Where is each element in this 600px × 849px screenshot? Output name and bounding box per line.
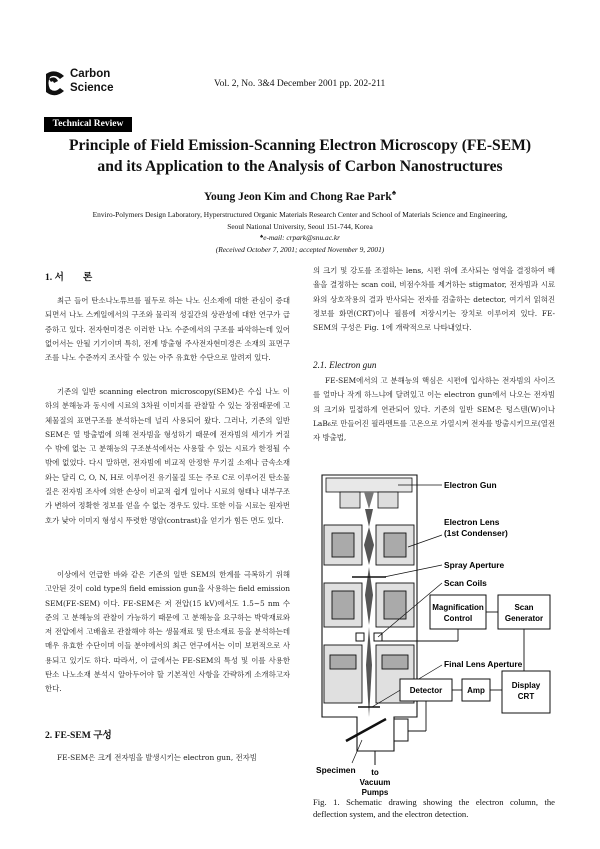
paragraph-2: 기존의 일반 scanning electron microscopy(SEM)은 수십 나노 이하의 분해능과 동시에 시료의 3차원 이미지를 관찰할 수 있는 장점때문에 고체물질의 표면구조를 분석하는데 널리 사용되어 왔다. 그러나, 기존의 일반 SEM은 열 방출법에 의해 전자빔을 형성하기 때문에 전자빔의 세기가 커질 수 밖에 없는 고 분해능의 구조분석에서는 사용할 수 있는 시료가 한정될 수 밖에 없었다. 다시 말하면, 전자빔에 비교적 안정한 무기질 소재나 금속소재와는 달리 C, O, N, H로 이루어진 유기물질 또는 주로 C로 이루어진 탄소물질은 전자빔 조사에 의한 손상이 비교적 쉽게 일어나 시료의 형태나 내부구조가 변하여 정확한 정보를 얻을 수 없는 경우도 있다. 또한 이들 시료는 원자번호가 낮아 이미지 형성시 뚜렷한 명암(contrast)을 얻기가 힘든 면도 있다. bbox=[45, 387, 290, 525]
label-magnification: Magnification bbox=[432, 603, 484, 612]
volume-info: Vol. 2, No. 3&4 December 2001 pp. 202-211 bbox=[214, 79, 386, 89]
paragraph-5: 의 크기 및 강도를 조절하는 lens, 시편 위에 조사되는 영역을 결정하여 배율을 결정하는 scan coil, 비점수차를 제거하는 stigmator, 전자빔과 시료와의 상호작용의 결과 반사되는 전자를 검출하는 detector, 여기서 읽혀진 정보를 화면(CRT)이나 필름에 저장시키는 장치로 이루어져 있다. FE-SEM의 구성은 Fig. 1에 개략적으로 나타내었다. bbox=[313, 266, 555, 333]
section-1-heading: 1. 서 론 bbox=[45, 272, 93, 283]
section-2-heading: 2. FE-SEM 구성 bbox=[45, 730, 112, 741]
label-scan-coils: Scan Coils bbox=[444, 578, 487, 588]
journal-name-line1: Carbon bbox=[70, 68, 111, 80]
figure-caption: Fig. 1. Schematic drawing showing the electron column, the deflection system, and the electron detection. bbox=[313, 797, 555, 819]
scan-generator-box bbox=[498, 595, 550, 629]
affiliation-line-2: Seoul National University, Seoul 151-744, Korea bbox=[227, 221, 373, 231]
detector-body bbox=[394, 719, 408, 741]
email-mark-icon: ♠ bbox=[260, 234, 264, 240]
label-display: Display bbox=[511, 681, 541, 690]
author-names: Young Jeon Kim and Chong Rae Park bbox=[203, 190, 392, 203]
label-detector: Detector bbox=[409, 686, 443, 695]
paragraph-6: FE-SEM에서의 고 분해능의 핵심은 시편에 입사하는 전자빔의 사이즈를 얼마나 작게 하느냐에 달려있고 이는 electron gun에서 나오는 전자빔의 크기와 밀접하게 연관되어 있다. 기존의 일반 SEM은 텅스텐(W)이나 LaB₆로 만들어진 필라멘트를 고온으로 가열시켜 전자를 방출시키므로(열전자 방출법, bbox=[313, 376, 555, 443]
article-type-badge: Technical Review bbox=[44, 117, 132, 132]
article-title bbox=[40, 135, 560, 177]
authors bbox=[40, 188, 560, 203]
label-crt: CRT bbox=[517, 692, 535, 701]
label-electron-lens: Electron Lens bbox=[444, 517, 500, 527]
magnification-control-box bbox=[430, 595, 486, 629]
label-to: to bbox=[371, 768, 379, 777]
label-vacuum: Vacuum bbox=[359, 778, 391, 787]
label-scan: Scan bbox=[514, 603, 534, 612]
fe-sem-schematic-figure bbox=[312, 455, 557, 797]
label-generator: Generator bbox=[504, 614, 544, 623]
journal-logo-icon bbox=[44, 70, 66, 96]
label-first-condenser: (1st Condenser) bbox=[444, 528, 508, 538]
affiliation-line-1: Enviro-Polymers Design Laboratory, Hyperstructured Organic Materials Research Center and School of Materials Science and Engineering, bbox=[92, 210, 508, 219]
label-specimen: Specimen bbox=[316, 765, 356, 775]
journal-name-line2: Science bbox=[70, 82, 114, 94]
title-line-1: Principle of Field Emission-Scanning Electron Microscopy (FE-SEM) bbox=[68, 137, 532, 154]
label-final-lens-aperture: Final Lens Aperture bbox=[444, 659, 523, 669]
email: e-mail: crpark@snu.ac.kr bbox=[263, 233, 340, 242]
scan-coil-left bbox=[356, 633, 364, 641]
label-pumps: Pumps bbox=[361, 788, 389, 797]
received-dates: (Received October 7, 2001; accepted November 9, 2001) bbox=[215, 244, 385, 254]
corresponding-mark: ♠ bbox=[391, 188, 397, 197]
label-amp: Amp bbox=[467, 686, 485, 695]
affiliation bbox=[60, 209, 540, 255]
title-line-2: and its Application to the Analysis of Carbon Nanostructures bbox=[97, 158, 503, 175]
electron-gun-drawing bbox=[326, 478, 412, 509]
specimen-stage bbox=[346, 719, 386, 741]
label-spray-aperture: Spray Aperture bbox=[444, 560, 505, 570]
paragraph-4: FE-SEM은 크게 전자빔을 발생시키는 electron gun, 전자빔 bbox=[57, 753, 257, 762]
label-electron-gun: Electron Gun bbox=[444, 480, 497, 490]
electron-beam bbox=[364, 509, 374, 717]
paragraph-1: 최근 들어 탄소나노튜브를 필두로 하는 나노 신소재에 대한 관심이 증대되면서 나노 스케일에서의 구조와 물리적 성질간의 상관성에 대한 연구가 급증하고 있다. 전자현미경은 이러한 나노 수준에서의 구조를 파악하는데 있어 없어서는 안될 기기이며 특히, 전계 방출형 주사전자현미경은 소재의 표면구조를 나노 수준까지 조사할 수 있는 아주 유효한 수단으로 알려져 있다. bbox=[45, 296, 290, 363]
paragraph-3: 이상에서 언급한 바와 같은 기존의 일반 SEM의 한계를 극복하기 위해 고안된 것이 cold type의 field emission gun을 사용하는 field emission SEM(FE-SEM) 이다. FE-SEM은 저 전압(15 kV)에서도 1.5~5 nm 수준의 고 분해능의 관찰이 가능하기 때문에 고 분해능을 요구하는 박막재료와 저 전압에서 고배율로 관찰해야 하는 생물재료 및 탄소재료 등을 분석하는데 매우 유효한 수단이며 이들 분야에서의 최근 연구에서는 이미 보편적으로 사용되고 있기도 하다. 따라서, 이 글에서는 FE-SEM의 특성 및 이를 사용한 탄소 나노소재 분석시 알아두어야 할 기본적인 사항을 간략하게 소개하고자 한다. bbox=[45, 570, 290, 694]
label-control: Control bbox=[443, 614, 473, 623]
subsection-heading: 2.1. Electron gun bbox=[313, 360, 377, 370]
